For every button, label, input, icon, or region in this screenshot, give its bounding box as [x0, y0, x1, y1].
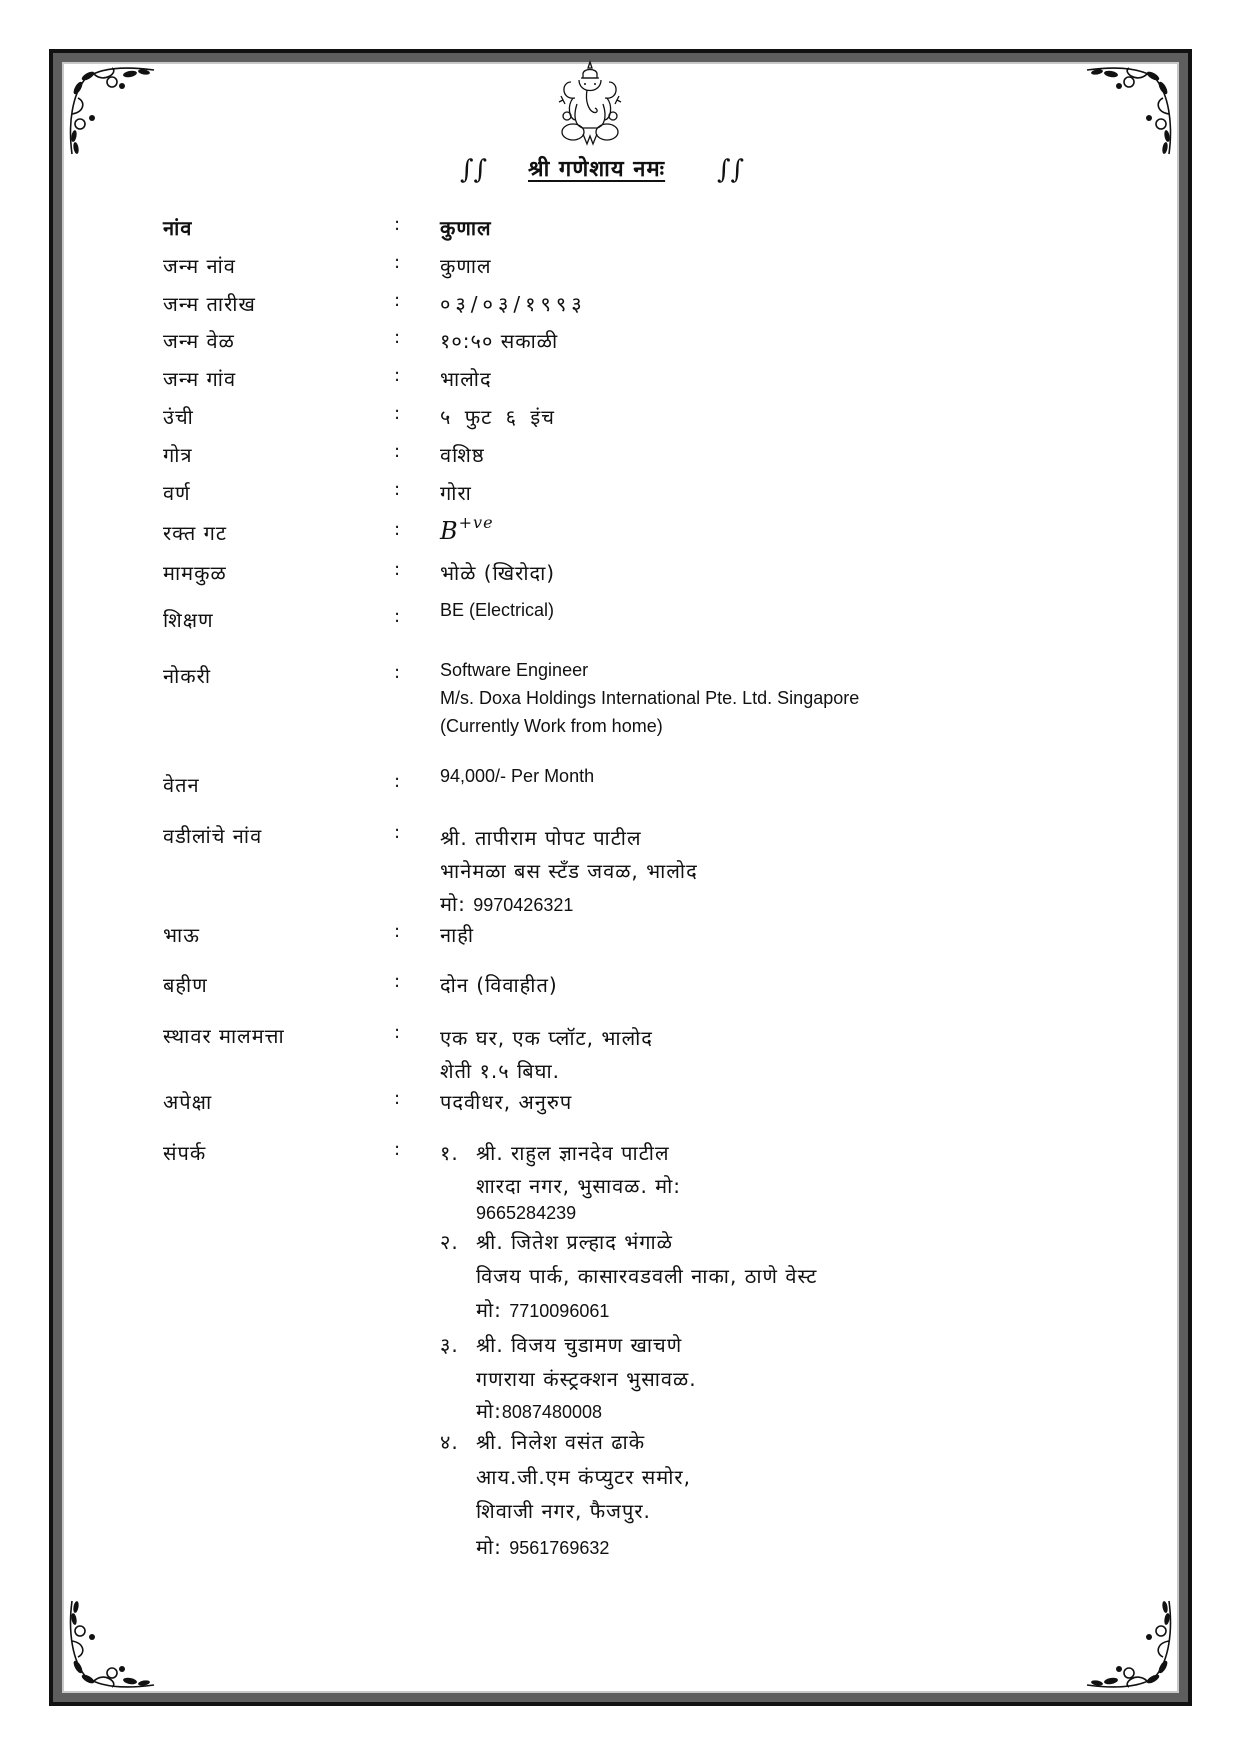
mobile-number: 9561769632	[509, 1538, 610, 1558]
father-name: श्री. तापीराम पोपट पाटील	[440, 826, 642, 850]
field-label: स्थावर मालमत्ता	[163, 1024, 285, 1048]
contact-mobile: 9665284239	[476, 1203, 577, 1223]
field-label: मामकुळ	[163, 561, 227, 585]
field-colon: :	[394, 290, 401, 311]
field-colon: :	[394, 822, 401, 843]
decorative-symbol-left: ∫∫	[460, 155, 488, 185]
property-line: एक घर, एक प्लॉट, भालोद	[440, 1026, 653, 1050]
job-title: Software Engineer	[440, 660, 589, 680]
field-colon: :	[394, 519, 401, 540]
contact-number: ३.	[440, 1333, 459, 1357]
field-value: 94,000/- Per Month	[440, 766, 595, 786]
field-colon: :	[394, 971, 401, 992]
property-line: शेती १.५ बिघा.	[440, 1059, 561, 1083]
contact-mobile	[476, 1296, 609, 1323]
field-value: भालोद	[440, 367, 492, 391]
field-label: जन्म वेळ	[163, 329, 235, 353]
contact-item	[440, 1428, 645, 1455]
field-value: BE (Electrical)	[440, 600, 555, 620]
contact-item	[440, 1139, 670, 1166]
field-colon: :	[394, 1022, 401, 1043]
father-address: भानेमळा बस स्टॅंड जवळ, भालोद	[440, 859, 698, 883]
field-label: नोकरी	[163, 664, 211, 688]
floral-ornament-icon	[1082, 64, 1177, 159]
field-colon: :	[394, 252, 401, 273]
contact-mobile	[476, 1533, 609, 1560]
job-company: M/s. Doxa Holdings International Pte. Ltd. Singapore	[440, 688, 860, 708]
field-colon: :	[394, 479, 401, 500]
mobile-label: मो:	[476, 1535, 502, 1559]
floral-ornament-icon	[1082, 1596, 1177, 1691]
contact-address: गणराया कंस्ट्रक्शन भुसावळ.	[476, 1367, 697, 1391]
field-label: रक्त गट	[163, 521, 227, 545]
contact-name: श्री. विजय चुडामण खाचणे	[476, 1333, 683, 1357]
field-value	[440, 822, 698, 922]
header	[0, 152, 1241, 188]
floral-ornament-icon	[64, 1596, 159, 1691]
field-label: गोत्र	[163, 443, 193, 467]
field-colon: :	[394, 214, 401, 235]
mobile-label: मो:	[440, 892, 466, 916]
field-colon: :	[394, 606, 401, 627]
contact-number: ४.	[440, 1430, 459, 1454]
contact-address: शारदा नगर, भुसावळ. मो:	[476, 1174, 682, 1198]
field-value: कुणाल	[440, 254, 492, 278]
mobile-number: 9970426321	[473, 895, 574, 915]
field-value: गोरा	[440, 481, 472, 505]
field-colon: :	[394, 559, 401, 580]
field-colon: :	[394, 1139, 401, 1160]
field-value: ५ फुट ६ इंच	[440, 405, 555, 429]
contact-number: २.	[440, 1230, 459, 1254]
field-value: नाही	[440, 923, 475, 947]
mobile-label: मो:	[476, 1298, 502, 1322]
contact-name: श्री. राहुल ज्ञानदेव पाटील	[476, 1141, 670, 1165]
page-title: श्री गणेशाय नमः	[528, 157, 666, 182]
field-label: संपर्क	[163, 1141, 207, 1165]
job-note: (Currently Work from home)	[440, 716, 663, 736]
corner-ornament-bottom-right	[1082, 1596, 1177, 1691]
field-label: जन्म नांव	[163, 254, 236, 278]
mobile-number: 8087480008	[501, 1402, 602, 1422]
field-label: वेतन	[163, 773, 200, 797]
field-label: वर्ण	[163, 481, 191, 505]
field-value: ०३/०३/१९९३	[440, 292, 587, 316]
contact-mobile	[476, 1397, 602, 1424]
contact-item	[440, 1331, 682, 1358]
field-value: १०:५० सकाळी	[440, 329, 559, 353]
field-colon: :	[394, 921, 401, 942]
field-value	[440, 1022, 653, 1088]
floral-ornament-icon	[64, 64, 159, 159]
blood-group-sign: +ve	[458, 513, 494, 532]
field-label: जन्म तारीख	[163, 292, 256, 316]
contact-item	[440, 1228, 673, 1255]
field-label: अपेक्षा	[163, 1090, 213, 1114]
blood-group-base: B	[440, 517, 459, 545]
field-value: वशिष्ठ	[440, 443, 485, 467]
field-label: नांव	[163, 216, 193, 240]
field-value: भोळे (खिरोदा)	[440, 561, 556, 585]
corner-ornament-top-left	[64, 64, 159, 159]
field-label: बहीण	[163, 973, 208, 997]
field-colon: :	[394, 403, 401, 424]
ganesha-image	[553, 60, 627, 146]
mobile-label: मो:	[476, 1399, 502, 1423]
field-value: पदवीधर, अनुरुप	[440, 1090, 573, 1114]
father-mobile	[440, 888, 698, 922]
field-value	[440, 656, 859, 740]
field-label: वडीलांचे नांव	[163, 824, 263, 848]
contact-address: शिवाजी नगर, फैजपुर.	[476, 1499, 651, 1523]
field-colon: :	[394, 1088, 401, 1109]
contact-address: विजय पार्क, कासारवडवली नाका, ठाणे वेस्ट	[476, 1264, 818, 1288]
field-value: कुणाल	[440, 216, 492, 240]
mobile-number: 7710096061	[509, 1301, 610, 1321]
field-colon: :	[394, 662, 401, 683]
field-value	[440, 515, 494, 545]
field-label: उंची	[163, 405, 194, 429]
field-colon: :	[394, 771, 401, 792]
contact-address: आय.जी.एम कंप्युटर समोर,	[476, 1465, 691, 1489]
field-label: भाऊ	[163, 923, 200, 947]
field-colon: :	[394, 441, 401, 462]
decorative-symbol-right: ∫∫	[717, 155, 745, 185]
field-value: दोन (विवाहीत)	[440, 973, 558, 997]
corner-ornament-bottom-left	[64, 1596, 159, 1691]
field-label: शिक्षण	[163, 608, 214, 632]
field-colon: :	[394, 327, 401, 348]
contact-name: श्री. निलेश वसंत ढाके	[476, 1430, 646, 1454]
contact-number: १.	[440, 1141, 459, 1165]
field-label: जन्म गांव	[163, 367, 237, 391]
field-colon: :	[394, 365, 401, 386]
corner-ornament-top-right	[1082, 64, 1177, 159]
contact-name: श्री. जितेश प्रल्हाद भंगाळे	[476, 1230, 673, 1254]
ganesha-icon	[553, 60, 627, 146]
